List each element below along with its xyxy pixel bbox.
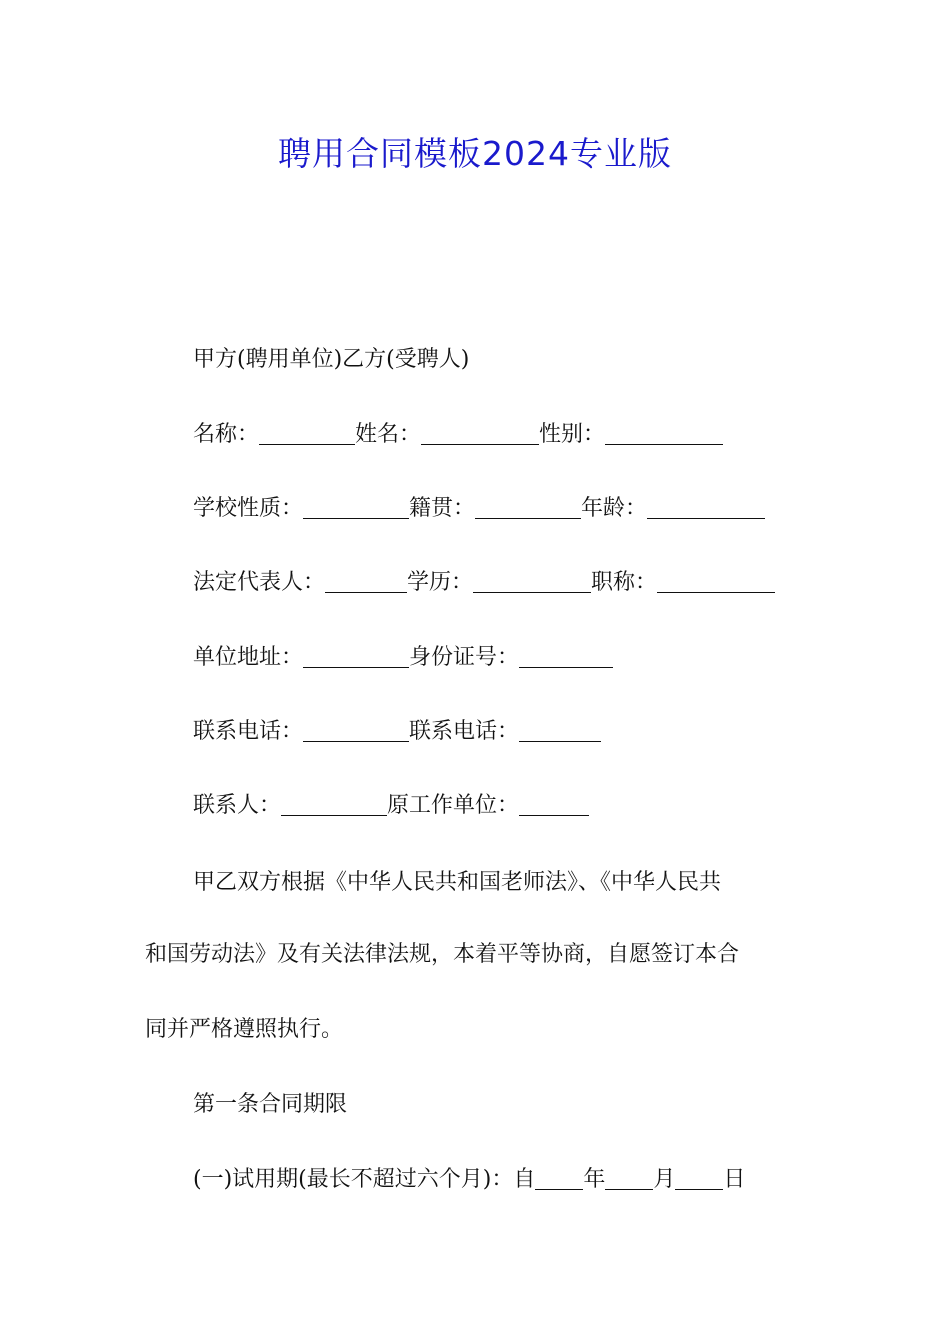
blank-address[interactable] [303, 645, 409, 668]
row-legal-rep [193, 568, 775, 598]
label-former-employer: 原工作单位： [387, 793, 520, 818]
row-address [193, 643, 613, 673]
label-native-place: 籍贯： [409, 496, 476, 521]
blank-probation-year[interactable] [535, 1167, 583, 1190]
row-school-type [193, 494, 765, 524]
blank-gender[interactable] [605, 422, 723, 445]
label-phone-b: 联系电话： [409, 719, 520, 744]
article-1-heading [193, 1090, 347, 1120]
paragraph-line-2 [145, 940, 739, 970]
label-person-name: 姓名： [355, 422, 422, 447]
blank-legal-rep[interactable] [325, 570, 407, 593]
blank-phone-a[interactable] [303, 719, 409, 742]
blank-phone-b[interactable] [519, 719, 601, 742]
label-day: 日 [723, 1167, 746, 1192]
label-contact: 联系人： [193, 793, 282, 818]
blank-unit-name[interactable] [259, 422, 355, 445]
label-probation: (一)试用期(最长不超过六个月)：自 [193, 1167, 536, 1192]
label-school-type: 学校性质： [193, 496, 304, 521]
paragraph-text-2: 和国劳动法》及有关法律法规，本着平等协商，自愿签订本合 [145, 942, 740, 967]
blank-native-place[interactable] [475, 496, 581, 519]
parties-heading [193, 345, 469, 375]
label-month: 月 [653, 1167, 676, 1192]
row-contact [193, 791, 589, 821]
paragraph-text-3: 同并严格遵照执行。 [145, 1017, 344, 1042]
row-probation [193, 1165, 745, 1195]
blank-title[interactable] [657, 570, 775, 593]
row-phone [193, 717, 601, 747]
label-unit-name: 名称： [193, 422, 260, 447]
label-gender: 性别： [539, 422, 606, 447]
label-id-number: 身份证号： [409, 645, 520, 670]
blank-contact[interactable] [281, 793, 387, 816]
label-address: 单位地址： [193, 645, 304, 670]
blank-id-number[interactable] [519, 645, 613, 668]
row-name [193, 420, 723, 450]
blank-person-name[interactable] [421, 422, 539, 445]
blank-former-employer[interactable] [519, 793, 589, 816]
blank-probation-month[interactable] [605, 1167, 653, 1190]
article-1-title: 第一条合同期限 [193, 1092, 348, 1117]
label-legal-rep: 法定代表人： [193, 570, 326, 595]
paragraph-text-1: 甲乙双方根据《中华人民共和国老师法》、《中华人民共 [193, 870, 722, 895]
label-education: 学历： [407, 570, 474, 595]
paragraph-line-1 [193, 868, 721, 898]
label-title: 职称： [591, 570, 658, 595]
blank-school-type[interactable] [303, 496, 409, 519]
label-age: 年龄： [581, 496, 648, 521]
label-year: 年 [583, 1167, 606, 1192]
paragraph-line-3 [145, 1015, 343, 1045]
blank-education[interactable] [473, 570, 591, 593]
parties-label: 甲方(聘用单位)乙方(受聘人) [193, 347, 470, 372]
blank-age[interactable] [647, 496, 765, 519]
document-title: 聘用合同模板2024专业版 [278, 134, 672, 173]
label-phone-a: 联系电话： [193, 719, 304, 744]
blank-probation-day[interactable] [675, 1167, 723, 1190]
